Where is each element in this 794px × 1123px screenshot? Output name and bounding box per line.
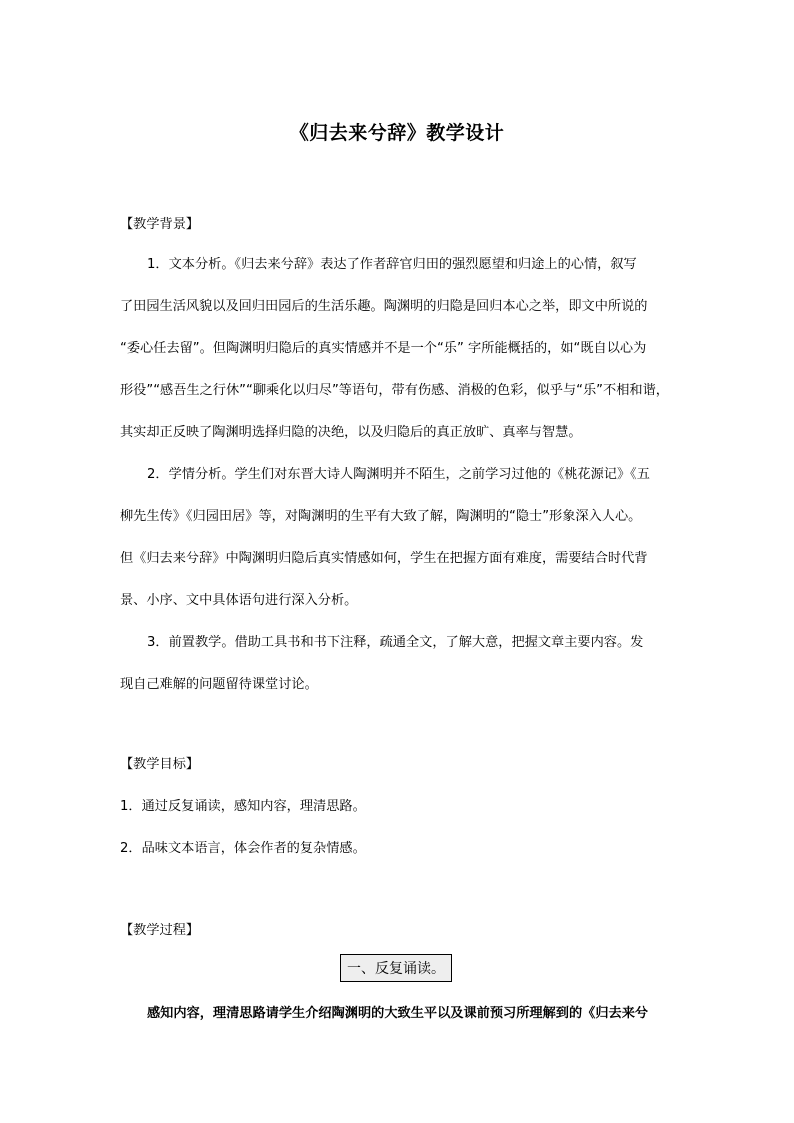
paragraph-line: 2．学情分析。学生们对东晋大诗人陶渊明并不陌生，之前学习过他的《桃花源记》《五 xyxy=(147,467,650,482)
document-title: 《归去来兮辞》教学设计 xyxy=(289,122,505,144)
paragraph-line: 现自己难解的问题留待课堂讨论。 xyxy=(120,677,318,692)
paragraph-line: 但《归去来兮辞》中陶渊明归隐后真实情感如何，学生在把握方面有难度，需要结合时代背 xyxy=(120,551,648,566)
paragraph-line: “委心任去留”。但陶渊明归隐后的真实情感并不是一个“乐” 字所能概括的，如“既自以心为 xyxy=(120,341,647,356)
paragraph-line: 3．前置教学。借助工具书和书下注释，疏通全文，了解大意，把握文章主要内容。发 xyxy=(147,635,644,650)
paragraph-line: 了田园生活风貌以及回归田园后的生活乐趣。陶渊明的归隐是回归本心之举，即文中所说的 xyxy=(120,299,648,314)
section-heading-background: 【教学背景】 xyxy=(120,217,200,232)
paragraph-line: 1．文本分析。《归去来兮辞》表达了作者辞官归田的强烈愿望和归途上的心情，叙写 xyxy=(147,257,637,272)
goal-item: 1．通过反复诵读，感知内容，理清思路。 xyxy=(120,799,366,814)
paragraph-line: 柳先生传》《归园田居》等，对陶渊明的生平有大致了解，陶渊明的“隐士”形象深入人心。 xyxy=(120,509,642,524)
goal-item: 2．品味文本语言，体会作者的复杂情感。 xyxy=(120,841,366,856)
step-label-box: 一、反复诵读。 xyxy=(340,954,452,982)
process-text-line: 感知内容，理清思路请学生介绍陶渊明的大致生平以及课前预习所理解到的《归去来兮 xyxy=(147,1006,649,1021)
paragraph-line: 其实却正反映了陶渊明选择归隐的决绝，以及归隐后的真正放旷、真率与智慧。 xyxy=(120,425,582,440)
section-heading-process: 【教学过程】 xyxy=(120,923,200,938)
section-heading-goals: 【教学目标】 xyxy=(120,757,200,772)
paragraph-line: 景、小序、文中具体语句进行深入分析。 xyxy=(120,593,358,608)
paragraph-line: 形役”“感吾生之行休”“聊乘化以归尽”等语句，带有伤感、消极的色彩，似乎与“乐”不相和谐， xyxy=(120,383,669,398)
